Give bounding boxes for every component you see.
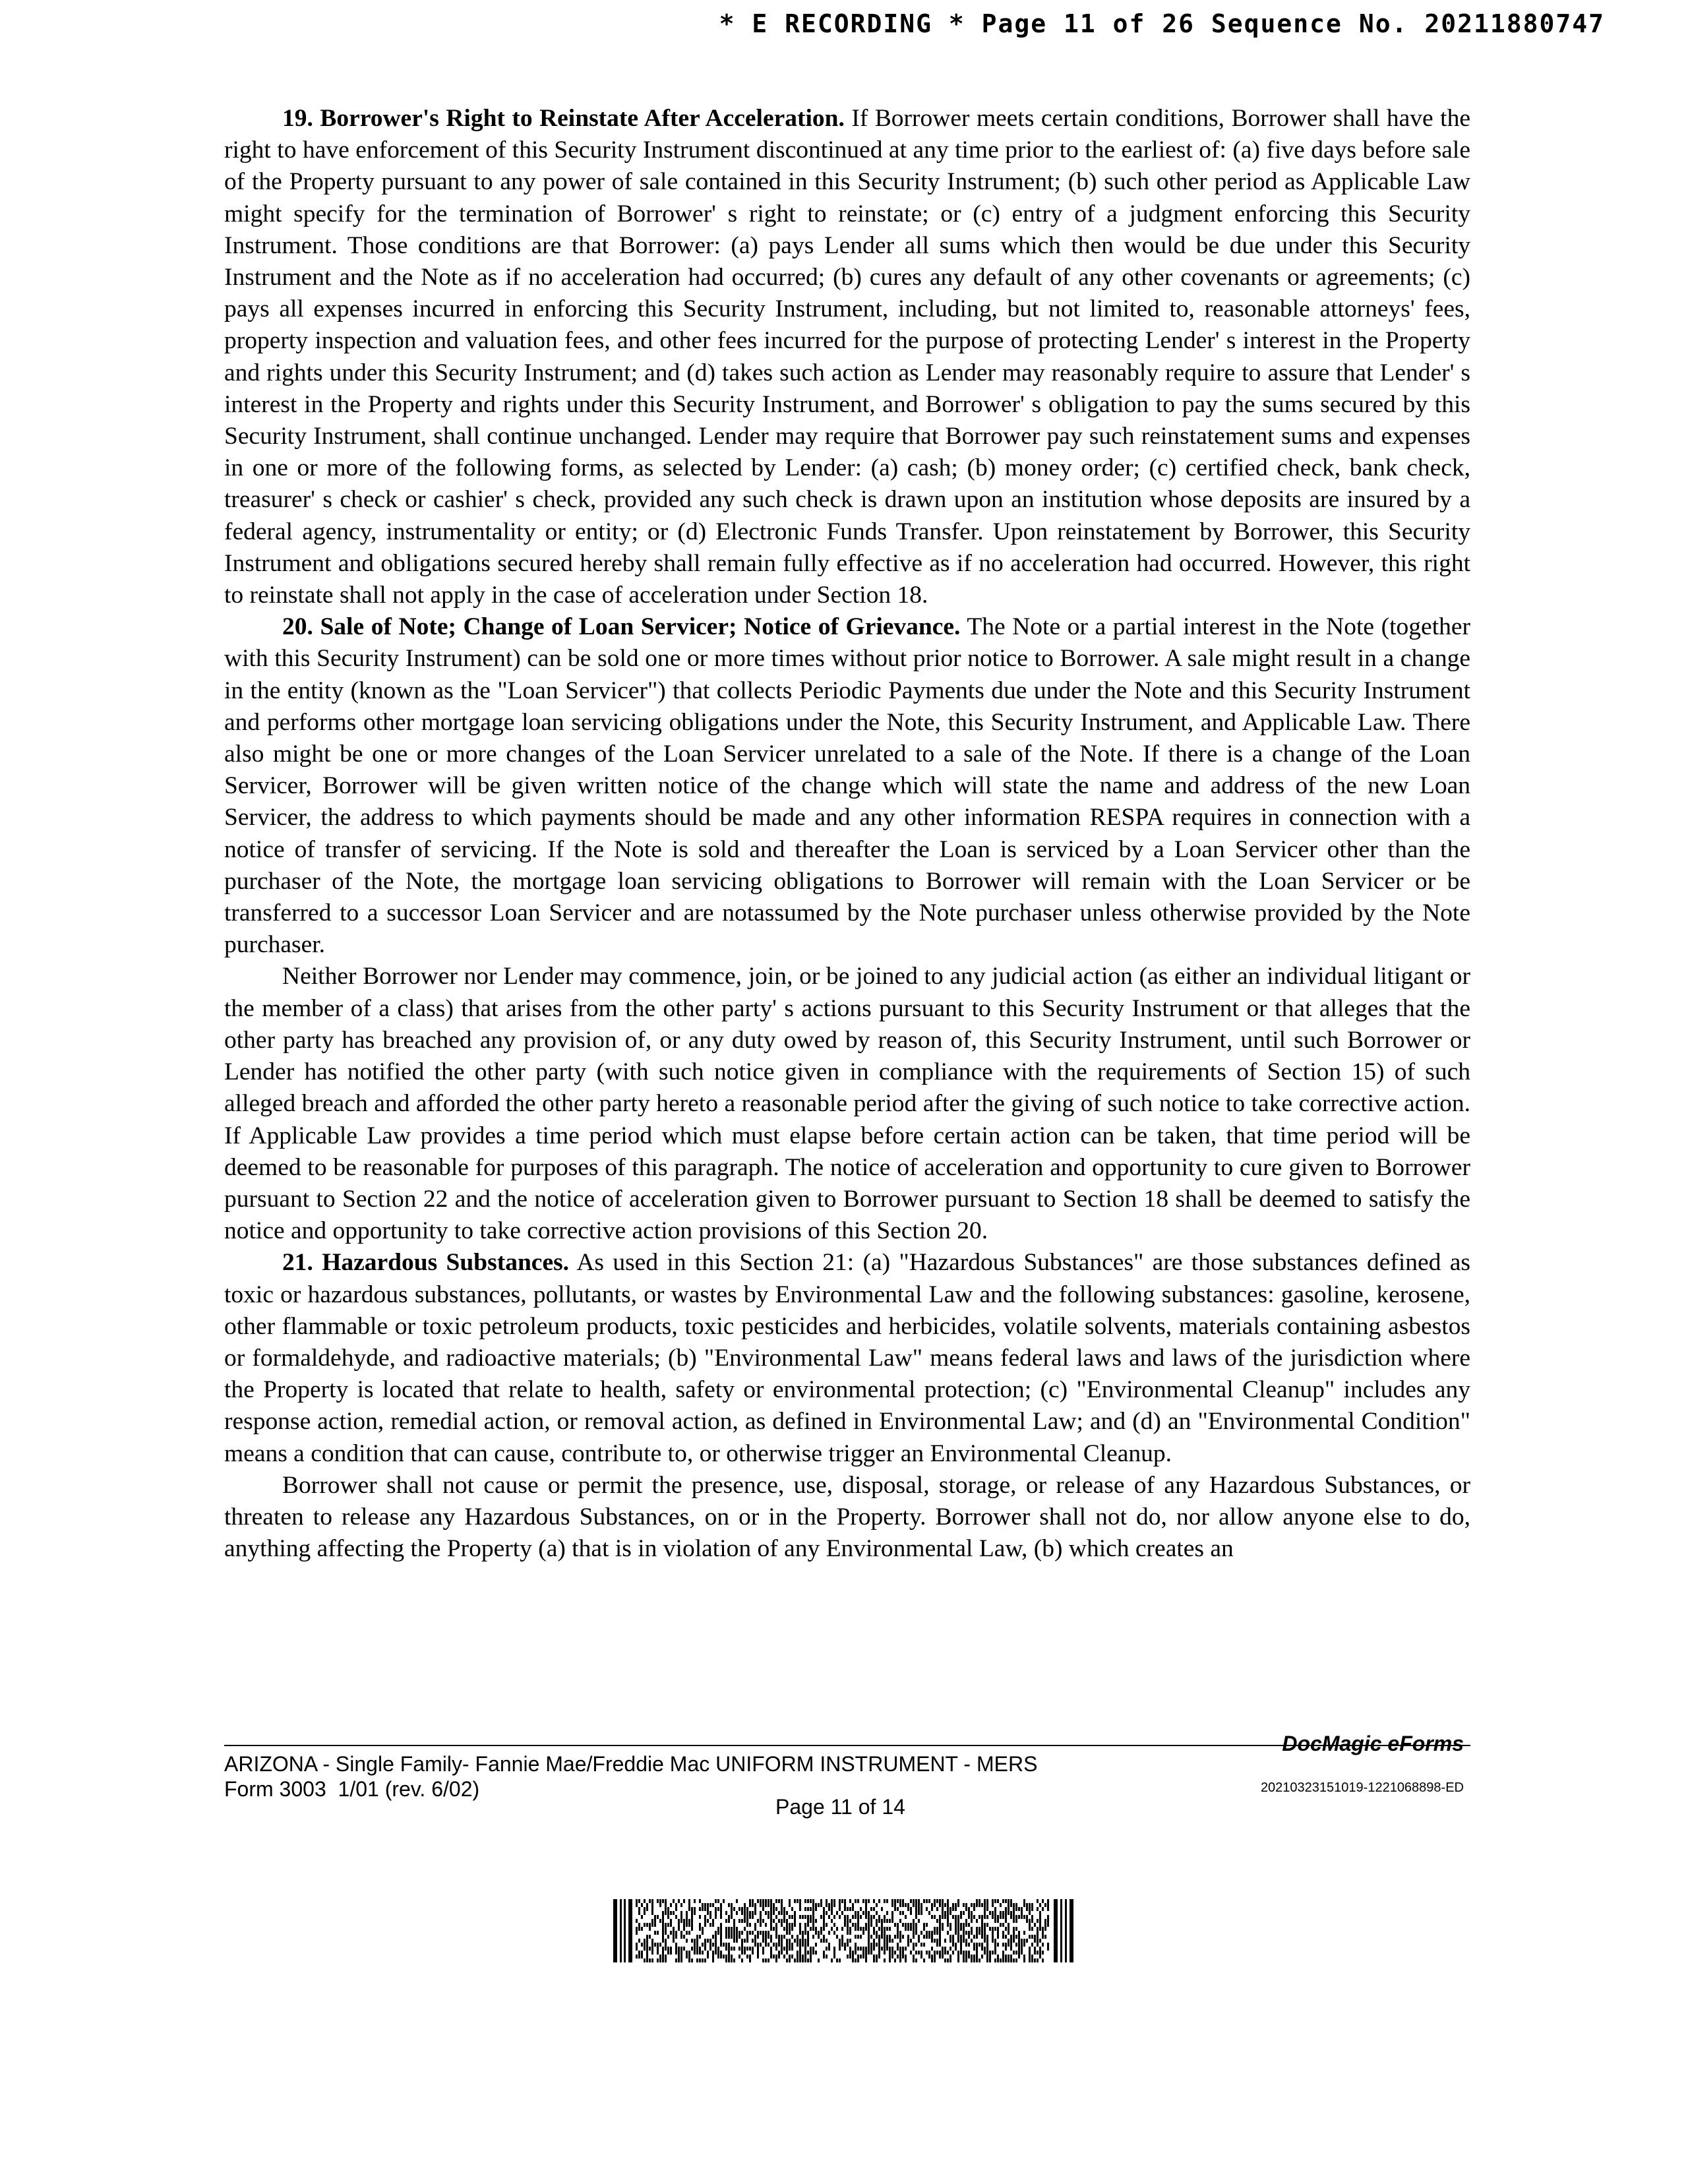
section-21 bbox=[224, 1247, 1470, 1469]
section-19 bbox=[224, 103, 1470, 611]
section-text: Borrower shall not cause or permit the presence, use, disposal, storage, or release of any Hazardous Substances, or threaten to release any Hazardous Substances, on or in the Property. Borrower shall not do, nor allow anyone else to do, anything affecting the Property (a) that is in violation of any Environmental Law, (b) which creates an bbox=[224, 1471, 1470, 1563]
section-text: If Borrower meets certain conditions, Borrower shall have the right to have enforcement of this Security Instrument discontinued at any time prior to the earliest of: (a) five days before sale of the Property pursuant to any power of sale contained in this Security Instrument; (b) such other period as Applicable Law might specify for the termination of Borrower' s right to reinstate; or (c) entry of a judgment enforcing this Security Instrument. Those conditions are that Borrower: (a) pays Lender all sums which then would be due under this Security Instrument and the Note as if no acceleration had occurred; (b) cures any default of any other covenants or agreements; (c) pays all expenses incurred in enforcing this Security Instrument, including, but not limited to, reasonable attorneys' fees, property inspection and valuation fees, and other fees incurred for the purpose of protecting Lender' s interest in the Property and rights under this Security Instrument; and (d) takes such action as Lender may reasonably require to assure that Lender' s interest in the Property and rights under this Security Instrument, and Borrower' s obligation to pay the sums secured by this Security Instrument, shall continue unchanged. Lender may require that Borrower pay such reinstatement sums and expenses in one or more of the following forms, as selected by Lender: (a) cash; (b) money order; (c) certified check, bank check, treasurer' s check or cashier' s check, provided any such check is drawn upon an institution whose deposits are insured by a federal agency, instrumentality or entity; or (d) Electronic Funds Transfer. Upon reinstatement by Borrower, this Security Instrument and obligations secured hereby shall remain fully effective as if no acceleration had occurred. However, this right to reinstate shall not apply in the case of acceleration under Section 18. bbox=[224, 105, 1470, 609]
footer-brand: DocMagic eForms bbox=[1282, 1732, 1464, 1755]
footer-page-number: Page 11 of 14 bbox=[775, 1795, 905, 1819]
footer-form-info bbox=[224, 1751, 1037, 1802]
recording-header: * E RECORDING * Page 11 of 26 Sequence No. 20211880747 bbox=[719, 9, 1605, 38]
section-heading: 21. Hazardous Substances. bbox=[282, 1249, 570, 1277]
footer-form-line-2: Form 3003 1/01 (rev. 6/02) bbox=[224, 1777, 480, 1801]
section-text: As used in this Section 21: (a) "Hazardous Substances" are those substances defined as toxic or hazardous substances, pollutants, or wastes by Environmental Law and the following substances: gasoline, kerosene, other flammable or toxic petroleum products, toxic pesticides and herbicides, volatile solvents, materials containing asbestos or formaldehyde, and radioactive materials; (b) "Environmental Law" means federal laws and laws of the jurisdiction where the Property is located that relate to health, safety or environmental protection; (c) "Environmental Cleanup" includes any response action, remedial action, or removal action, as defined in Environmental Law; and (d) an "Environmental Condition" means a condition that can cause, contribute to, or otherwise trigger an Environmental Cleanup. bbox=[224, 1249, 1470, 1467]
section-20-paragraph-2 bbox=[224, 961, 1470, 1247]
section-heading: 19. Borrower's Right to Reinstate After Acceleration. bbox=[282, 105, 845, 132]
section-text: Neither Borrower nor Lender may commence, join, or be joined to any judicial action (as either an individual litigant or the member of a class) that arises from the other party' s actions pursuant to this Security Instrument or that alleges that the other party has breached any provision of, or any duty owed by reason of, this Security Instrument, until such Borrower or Lender has notified the other party (with such notice given in compliance with the requirements of Section 15) of such alleged breach and afforded the other party hereto a reasonable period after the giving of such notice to take corrective action. If Applicable Law provides a time period which must elapse before certain action can be taken, that time period will be deemed to be reasonable for purposes of this paragraph. The notice of acceleration and opportunity to cure given to Borrower pursuant to Section 22 and the notice of acceleration given to Borrower pursuant to Section 18 shall be deemed to satisfy the notice and opportunity to take corrective action provisions of this Section 20. bbox=[224, 963, 1470, 1245]
footer-doc-code: 20210323151019-1221068898-ED bbox=[1260, 1780, 1464, 1795]
footer-form-line-1: ARIZONA - Single Family- Fannie Mae/Freddie Mac UNIFORM INSTRUMENT - MERS bbox=[224, 1752, 1038, 1776]
barcode-icon bbox=[613, 1898, 1075, 1964]
document-body bbox=[224, 103, 1470, 1565]
section-20 bbox=[224, 611, 1470, 961]
section-21-paragraph-2 bbox=[224, 1470, 1470, 1565]
section-heading: 20. Sale of Note; Change of Loan Servicer; Notice of Grievance. bbox=[282, 613, 961, 641]
section-text: The Note or a partial interest in the Note (together with this Security Instrument) can be sold one or more times without prior notice to Borrower. A sale might result in a change in the entity (known as the "Loan Servicer") that collects Periodic Payments due under the Note and this Security Instrument and performs other mortgage loan servicing obligations under the Note, this Security Instrument, and Applicable Law. There also might be one or more changes of the Loan Servicer unrelated to a sale of the Note. If there is a change of the Loan Servicer, Borrower will be given written notice of the change which will state the name and address of the new Loan Servicer, the address to which payments should be made and any other information RESPA requires in connection with a notice of transfer of servicing. If the Note is sold and thereafter the Loan is serviced by a Loan Servicer other than the purchaser of the Note, the mortgage loan servicing obligations to Borrower will remain with the Loan Servicer or be transferred to a successor Loan Servicer and are notassumed by the Note purchaser unless otherwise provided by the Note purchaser. bbox=[224, 613, 1470, 959]
